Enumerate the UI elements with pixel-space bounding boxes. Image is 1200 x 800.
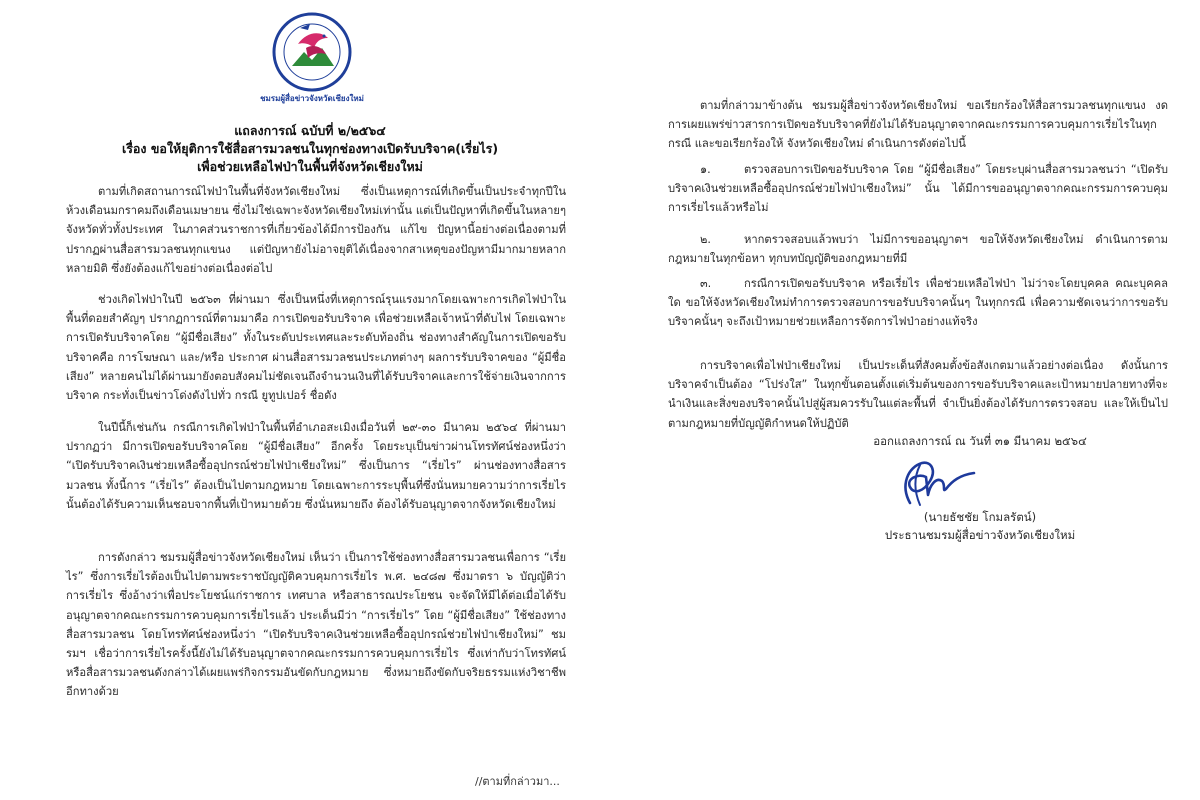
- handwritten-signature: [870, 455, 980, 515]
- item-text: ตรวจสอบการเปิดขอรับบริจาค โดย “ผู้มีชื่อเสียง” โดยระบุผ่านสื่อสารมวลชนว่า “เปิดรับบริจาคเงินช่วยเหลือซื้ออุปกรณ์ช่วยไฟป่าเชียงใหม่” นั้น ได้มีการขออนุญาตจากคณะกรรมการควบคุมการเรี่ยไรแล้วหรือไม่: [668, 163, 1168, 215]
- logo-text: ชมรมผู้สื่อข่าวจังหวัดเชียงใหม่: [260, 94, 364, 103]
- statement-subject-cont: เพื่อช่วยเหลือไฟป่าในพื้นที่จังหวัดเชียงใหม่: [197, 159, 423, 174]
- body-paragraph: ตามที่เกิดสถานการณ์ไฟป่าในพื้นที่จังหวัดเชียงใหม่ ซึ่งเป็นเหตุการณ์ที่เกิดขึ้นเป็นประจำทุกปีในห้วงเดือนมกราคมถึงเดือนเมษายน ซึ่งไม่ใช่เฉพาะจังหวัดเชียงใหม่เท่านั้น แต่เป็นปัญหาที่เกิดขึ้นในหลายๆ จังหวัดทั่วทั้งประเทศ ในภาคส่วนราชการที่เกี่ยวข้องได้มีการป้องกัน แก้ไข ปัญหานี้อย่างต่อเนื่องตามที่ปรากฏผ่านสื่อสารมวลชนทุกแขนง แต่ปัญหายังไม่อาจยุติได้เนื่องจากสาเหตุของปัญหามีมากมายหลากหลายมิติ ซึ่งยังต้องแก้ไขอย่างต่อเนื่องต่อไป: [66, 185, 566, 275]
- item-number: ๓.: [700, 277, 712, 290]
- item-text: กรณีการเปิดขอรับบริจาค หรือเรี่ยไร เพื่อช่วยเหลือไฟป่า ไม่ว่าจะโดยบุคคล คณะบุคคลใด ขอให้จังหวัดเชียงใหม่ทำการตรวจสอบการขอรับบริจาคนั้นๆ ในทุกกรณี เพื่อความชัดเจนว่าการขอรับบริจาคนั้นๆ จะถึงเป้าหมายช่วยเหลือการจัดการไฟป่าอย่างแท้จริง: [668, 277, 1168, 329]
- body-paragraph: การดังกล่าว ชมรมผู้สื่อข่าวจังหวัดเชียงใหม่ เห็นว่า เป็นการใช้ช่องทางสื่อสารมวลชนเพื่อการ “เรี่ยไร” ซึ่งการเรี่ยไรต้องเป็นไปตามพระราชบัญญัติควบคุมการเรี่ยไร พ.ศ. ๒๔๘๗ ซึ่งมาตรา ๖ บัญญัติว่า การเรี่ยไร ซึ่งอ้างว่าเพื่อประโยชน์แก่ราชการ เทศบาล หรือสาธารณประโยชน จะจัดให้มีได้ต่อเมื่อได้รับอนุญาตจากคณะกรรมการควบคุมการเรี่ยไรแล้ว ประเด็นมีว่า “การเรี่ยไร” โดย “ผู้มีชื่อเสียง” ใช้ช่องทางสื่อสารมวลชน โดยโทรทัศน์ช่องหนึ่งว่า “เปิดรับบริจาคเงินช่วยเหลือซื้ออุปกรณ์ช่วยไฟป่าเชียงใหม่” ชมรมฯ เชื่อว่าการเรี่ยไรครั้งนี้ยังไม่ได้รับอนุญาตจากคณะกรรมการควบคุมการเรี่ยไร ซึ่งเท่ากับว่าโทรทัศน์หรือสื่อสารมวลชนดังกล่าวได้เผยแพร่กิจกรรมอันขัดกับกฎหมาย ซึ่งหมายถึงขัดกับจริยธรรมแห่งวิชาชีพอีกทางด้วย: [66, 551, 566, 699]
- statement-subject: เรื่อง ขอให้ยุติการใช้สื่อสารมวลชนในทุกช่องทางเปิดรับบริจาค(เรี่ยไร): [121, 141, 499, 156]
- issue-date: ออกแถลงการณ์ ณ วันที่ ๓๑ มีนาคม ๒๕๖๔: [873, 434, 1087, 448]
- closing-paragraph: การบริจาคเพื่อไฟป่าเชียงใหม่ เป็นประเด็นที่สังคมตั้งข้อสังเกตมาแล้วอย่างต่อเนื่อง ดังนั้นการบริจาคจำเป็นต้อง “โปร่งใส” ในทุกขั้นตอนตั้งแต่เริ่มต้นของการขอรับบริจาคและเป้าหมายปลายทางที่จะนำเงินและสิ่งของบริจาคนั้นไปสู่ผู้สมควรรับในแต่ละพื้นที่ จำเป็นยิ่งต้องได้รับการตรวจสอบ และให้เป็นไปตามกฎหมายที่บัญญัติกำหนดให้ปฏิบัติ: [668, 359, 1168, 430]
- statement-number: แถลงการณ์ ฉบับที่ ๒/๒๕๖๔: [234, 123, 386, 138]
- continuation-note: //ตามที่กล่าวมา...: [475, 775, 560, 788]
- intro-paragraph: ตามที่กล่าวมาข้างต้น ชมรมผู้สื่อข่าวจังหวัดเชียงใหม่ ขอเรียกร้องให้สื่อสารมวลชนทุกแขนง งดการเผยแพร่ข่าวสารการเปิดขอรับบริจาคที่ยังไม่ได้รับอนุญาตจากคณะกรรมการควบคุมการเรี่ยไรในทุกกรณี และขอเรียกร้องให้ จังหวัดเชียงใหม่ ดำเนินการดังต่อไปนี้: [668, 99, 1168, 151]
- right-page: [600, 0, 1200, 800]
- item-text: หากตรวจสอบแล้วพบว่า ไม่มีการขออนุญาตฯ ขอให้จังหวัดเชียงใหม่ ดำเนินการตามกฎหมายในทุกข้อหา ทุกบทบัญญัติของกฎหมายที่มี: [668, 233, 1168, 266]
- item-number: ๒.: [700, 233, 711, 246]
- body-paragraph: ช่วงเกิดไฟป่าในปี ๒๕๖๓ ที่ผ่านมา ซึ่งเป็นหนึ่งที่เหตุการณ์รุนแรงมากโดยเฉพาะการเกิดไฟป่าในพื้นที่ดอยสำคัญๆ ปรากฏการณ์ที่ตามมาคือ การเปิดขอรับบริจาค เพื่อช่วยเหลือเจ้าหน้าที่ดับไฟ โดยเฉพาะการเปิดรับบริจาคโดย “ผู้มีชื่อเสียง” ทั้งในระดับประเทศและระดับท้องถิ่น ช่องทางสำคัญในการเปิดขอรับบริจาคคือ การโฆษณา และ/หรือ ประกาศ ผ่านสื่อสารมวลชนประเภทต่างๆ ผลการรับบริจาคของ “ผู้มีชื่อเสียง” หลายคนไม่ได้ผ่านมายังตอบสังคมไม่ชัดเจนถึงจำนวนเงินที่ได้รับบริจาคและการใช้จ่ายเงินจากการบริจาค กระทั่งเป็นข่าวโด่งดังไปทั่ว กรณี ยูทูปเปอร์ ชื่อดัง: [66, 293, 566, 403]
- signatory-name: (นายธัชชัย โกมลรัตน์): [923, 510, 1037, 524]
- item-number: ๑.: [700, 163, 711, 176]
- body-paragraph: ในปีนี้ก็เช่นกัน กรณีการเกิดไฟป่าในพื้นที่อำเภอสะเมิงเมื่อวันที่ ๒๙-๓๐ มีนาคม ๒๕๖๔ ที่ผ่านมา ปรากฏว่า มีการเปิดขอรับบริจาคโดย “ผู้มีชื่อเสียง” อีกครั้ง โดยระบุเป็นข่าวผ่านโทรทัศน์ช่องหนึ่งว่า “เปิดรับบริจาคเงินช่วยเหลือซื้ออุปกรณ์ช่วยไฟป่าเชียงใหม่” ซึ่งเป็นการ “เรี่ยไร” ผ่านช่องทางสื่อสารมวลชน ทั้งนี้การ “เรี่ยไร” ต้องเป็นไปตามกฎหมาย โดยเฉพาะการระบุพื้นที่ซึ่งนั่นหมายความว่าการเรี่ยไรนั้นต้องได้รับความเห็นชอบจากพื้นที่เป้าหมายด้วย ซึ่งนั่นหมายถึง ต้องได้รับอนุญาตจากจังหวัดเชียงใหม่: [66, 421, 566, 511]
- signatory-position: ประธานชมรมผู้สื่อข่าวจังหวัดเชียงใหม่: [884, 528, 1076, 542]
